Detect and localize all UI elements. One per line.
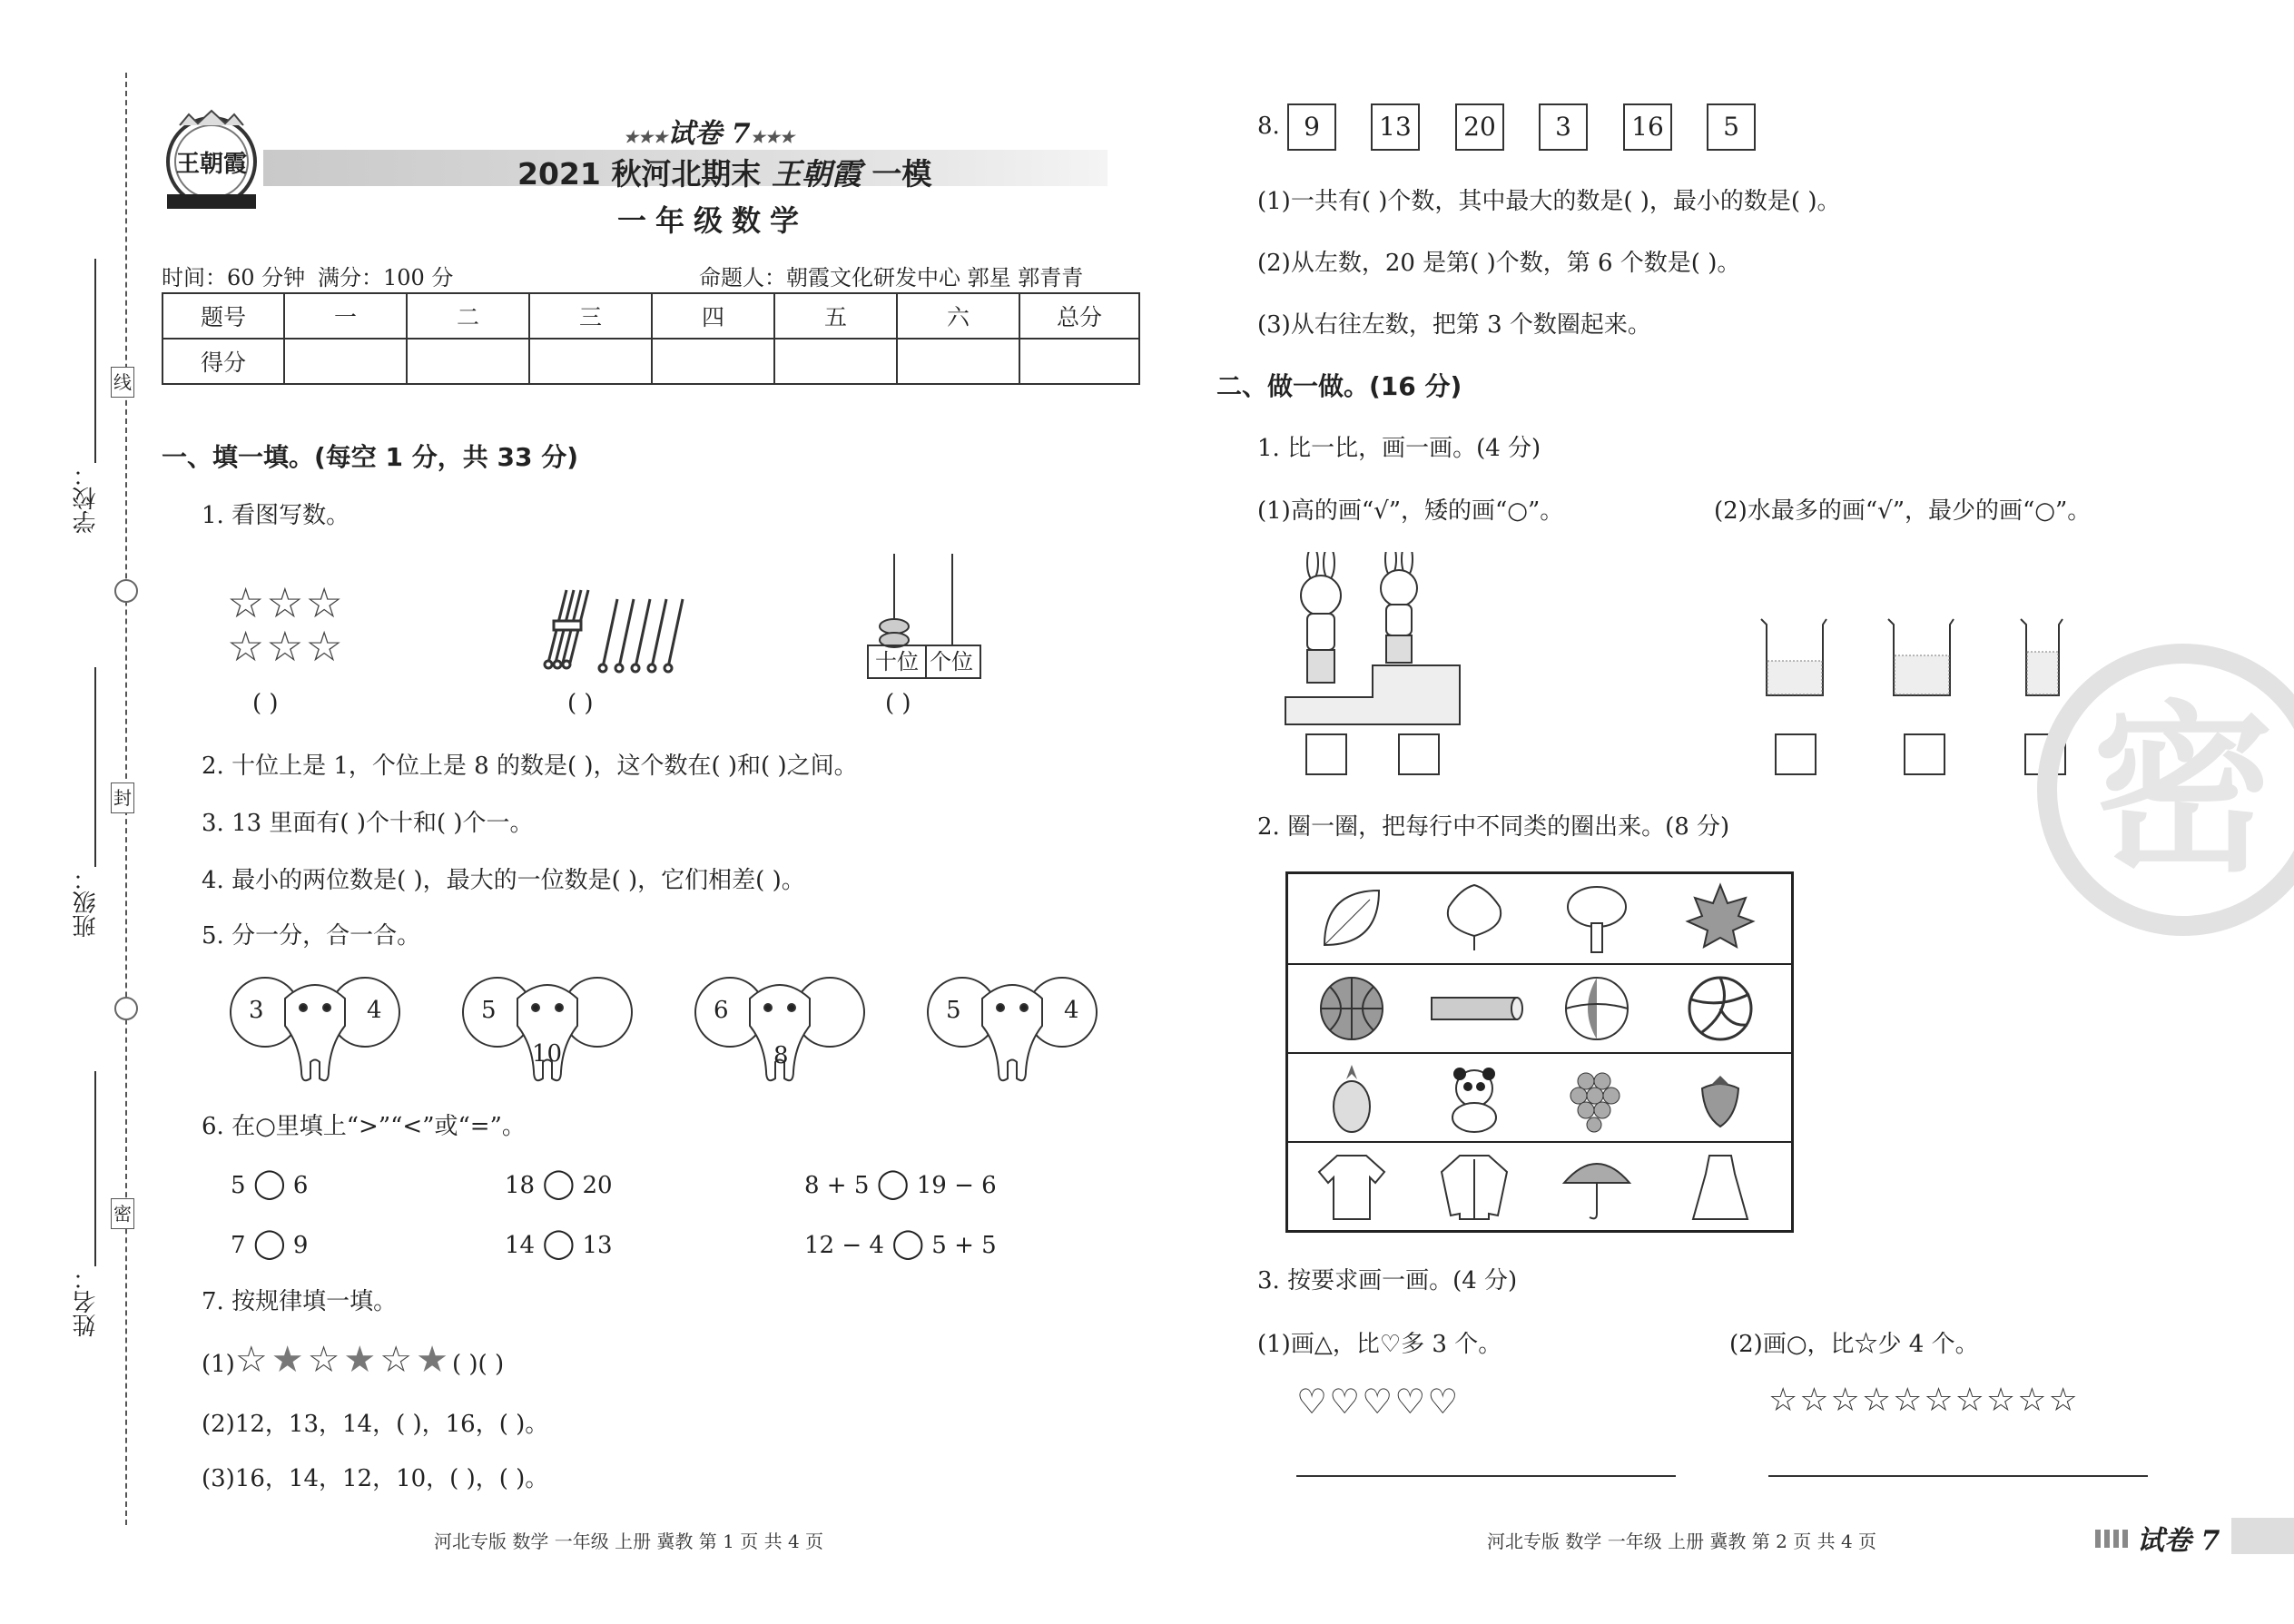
s2-q1-prompt: 1. 比一比，画一画。(4 分) <box>1257 435 1541 462</box>
score-cell: 总分 <box>1019 293 1139 339</box>
compare-item[interactable]: 12 − 4 ◯ 5 + 5 <box>804 1225 997 1260</box>
q3-prompt: 3. 13 里面有( )个十和( )个一。 <box>202 810 534 837</box>
authors-info: 命题人：朝霞文化研发中心 郭星 郭青青 <box>699 265 1084 290</box>
score-input[interactable] <box>774 339 897 384</box>
s2-q3-prompt: 3. 按要求画一画。(4 分) <box>1257 1267 1518 1294</box>
abacus-tens-label: 十位 <box>867 645 927 679</box>
number-box[interactable]: 20 <box>1455 103 1504 151</box>
score-input[interactable] <box>284 339 407 384</box>
compare-item[interactable]: 5 ◯ 6 <box>231 1166 309 1200</box>
q8-part3: (3)从右往左数，把第 3 个数圈起来。 <box>1257 311 1651 339</box>
grapes-icon[interactable] <box>1561 1061 1633 1134</box>
q7-2: (2)12，13，14，( )，16，( )。 <box>202 1411 549 1438</box>
maple-leaf-icon[interactable] <box>1684 881 1757 954</box>
panda-icon[interactable] <box>1438 1061 1511 1134</box>
sticks-icon <box>541 581 695 676</box>
stars-row: ☆☆☆☆☆☆☆☆☆☆ <box>1768 1382 2080 1419</box>
answer-box[interactable] <box>1398 733 1440 775</box>
score-cell: 二 <box>407 293 529 339</box>
umbrella-icon[interactable] <box>1561 1150 1633 1223</box>
full-score-info: 满分：100 分 <box>318 265 454 290</box>
school-label: 学校： <box>73 463 100 534</box>
score-cell: 四 <box>652 293 774 339</box>
q7-1: (1)☆★☆★☆★( )( ) <box>202 1339 505 1381</box>
score-input[interactable] <box>897 339 1019 384</box>
answer-box[interactable] <box>1305 733 1347 775</box>
score-cell: 六 <box>897 293 1019 339</box>
elephant-2: 5 10 <box>461 971 634 1089</box>
number-box[interactable]: 5 <box>1707 103 1756 151</box>
time-info: 时间：60 分钟 <box>162 265 306 290</box>
score-cell: 一 <box>284 293 407 339</box>
leaf-icon[interactable] <box>1315 881 1388 954</box>
section1-title: 一、填一填。(每空 1 分，共 33 分) <box>162 442 579 472</box>
seal-mark-seal: 封 <box>111 782 134 813</box>
s2-q3-1: (1)画△，比♡多 3 个。 <box>1257 1331 1502 1358</box>
score-table <box>162 292 1140 385</box>
number-box[interactable]: 16 <box>1623 103 1672 151</box>
seal-mark-secret: 密 <box>111 1198 134 1229</box>
answer-box[interactable] <box>1775 733 1816 775</box>
dress-icon[interactable] <box>1684 1150 1757 1223</box>
score-cell: 三 <box>529 293 652 339</box>
s2-q1-2: (2)水最多的画“√”，最少的画“○”。 <box>1714 497 2092 525</box>
footer-badge-bar <box>2231 1518 2294 1554</box>
score-cell: 得分 <box>162 339 284 384</box>
svg-text:密: 密 <box>2092 685 2275 897</box>
class-line[interactable] <box>94 667 96 867</box>
footer-badge: 试卷 7 <box>2137 1525 2220 1557</box>
s2-q2-prompt: 2. 圈一圈，把每行中不同类的圈出来。(8 分) <box>1257 813 1730 841</box>
volleyball-icon[interactable] <box>1684 972 1757 1045</box>
number-box[interactable]: 9 <box>1287 103 1336 151</box>
exam-badge: ★★★试卷 7★★★ <box>623 118 795 150</box>
strawberry-icon[interactable] <box>1684 1061 1757 1134</box>
footer-right: 河北专版 数学 一年级 上册 冀教 第 2 页 共 4 页 <box>1487 1530 1877 1552</box>
name-line[interactable] <box>94 1071 96 1266</box>
elephant-4: 5 4 <box>926 971 1098 1089</box>
leaf-icon[interactable] <box>1438 881 1511 954</box>
name-label: 姓名： <box>73 1266 100 1337</box>
q8-part1: (1)一共有( )个数，其中最大的数是( )，最小的数是( )。 <box>1257 188 1841 215</box>
q7-prompt: 7. 按规律填一填。 <box>202 1288 398 1315</box>
answer-line[interactable] <box>1296 1475 1676 1477</box>
score-input[interactable] <box>529 339 652 384</box>
score-input[interactable] <box>407 339 529 384</box>
q5-prompt: 5. 分一分，合一合。 <box>202 922 421 950</box>
q4-prompt: 4. 最小的两位数是( )，最大的一位数是( )，它们相差( )。 <box>202 867 805 894</box>
subject-title: 一年级数学 <box>617 203 809 238</box>
q1-blank[interactable]: ( ) <box>567 690 594 717</box>
s2-q3-2: (2)画○，比☆少 4 个。 <box>1729 1331 1979 1358</box>
brand-logo: 王朝霞 <box>162 107 261 212</box>
q2-prompt: 2. 十位上是 1，个位上是 8 的数是( )，这个数在( )和( )之间。 <box>202 753 858 780</box>
answer-box[interactable] <box>1904 733 1945 775</box>
s2-q1-1: (1)高的画“√”，矮的画“○”。 <box>1257 497 1564 525</box>
score-cell: 题号 <box>162 293 284 339</box>
q7-3: (3)16，14，12，10，( )，( )。 <box>202 1465 549 1492</box>
compare-item[interactable]: 18 ◯ 20 <box>505 1166 613 1200</box>
score-table-header-row <box>162 293 1139 339</box>
exam-title: 2021 秋河北期末 王朝霞 一模 <box>517 156 932 192</box>
number-box[interactable]: 13 <box>1371 103 1420 151</box>
star-group: ☆☆☆ ☆☆☆ <box>227 578 345 671</box>
beaker-icon <box>1886 617 1955 699</box>
cylinder-icon[interactable] <box>1424 972 1524 1045</box>
beaker-icon <box>1759 617 1828 699</box>
q8-label: 8. <box>1257 113 1280 140</box>
sweater-icon[interactable] <box>1315 1150 1388 1223</box>
q8-part2: (2)从左数，20 是第( )个数，第 6 个数是( )。 <box>1257 250 1741 277</box>
grid-row <box>1288 963 1791 1054</box>
tree-icon[interactable] <box>1561 881 1633 954</box>
q6-prompt: 6. 在○里填上“>”“<”或“=”。 <box>202 1113 526 1140</box>
compare-item[interactable]: 8 + 5 ◯ 19 − 6 <box>804 1166 997 1200</box>
hearts-row: ♡♡♡♡♡ <box>1296 1382 1461 1422</box>
footer-left: 河北专版 数学 一年级 上册 冀教 第 1 页 共 4 页 <box>434 1530 824 1552</box>
score-table-score-row <box>162 339 1139 384</box>
class-label: 班级： <box>73 867 100 938</box>
watermark-seal <box>2020 626 2294 953</box>
classification-grid <box>1285 871 1794 1233</box>
rabbits-icon <box>1282 552 1463 730</box>
number-box[interactable]: 3 <box>1539 103 1588 151</box>
jacket-icon[interactable] <box>1438 1150 1511 1223</box>
score-input[interactable] <box>1019 339 1139 384</box>
elephant-3: 6 8 <box>694 971 866 1089</box>
grid-row <box>1288 1052 1791 1143</box>
compare-item[interactable]: 7 ◯ 9 <box>231 1225 309 1260</box>
grid-row <box>1288 1141 1791 1232</box>
pineapple-icon[interactable] <box>1315 1061 1388 1134</box>
abacus-ones-label: 个位 <box>923 645 981 679</box>
answer-line[interactable] <box>1768 1475 2148 1477</box>
seal-mark-line: 线 <box>111 367 134 398</box>
score-input[interactable] <box>652 339 774 384</box>
q1-blank[interactable]: ( ) <box>885 690 911 717</box>
elephant-1: 3 4 <box>229 971 401 1089</box>
ornament-icon <box>114 997 138 1020</box>
compare-item[interactable]: 14 ◯ 13 <box>505 1225 613 1260</box>
basketball-icon[interactable] <box>1315 972 1388 1045</box>
q1-prompt: 1. 看图写数。 <box>202 502 350 529</box>
grid-row <box>1288 874 1791 963</box>
q1-blank[interactable]: ( ) <box>252 690 279 717</box>
ornament-icon <box>114 579 138 603</box>
school-line[interactable] <box>94 259 96 463</box>
score-cell: 五 <box>774 293 897 339</box>
footer-badge-decoration <box>2095 1530 2132 1548</box>
beach-ball-icon[interactable] <box>1561 972 1633 1045</box>
section2-title: 二、做一做。(16 分) <box>1216 371 1462 401</box>
